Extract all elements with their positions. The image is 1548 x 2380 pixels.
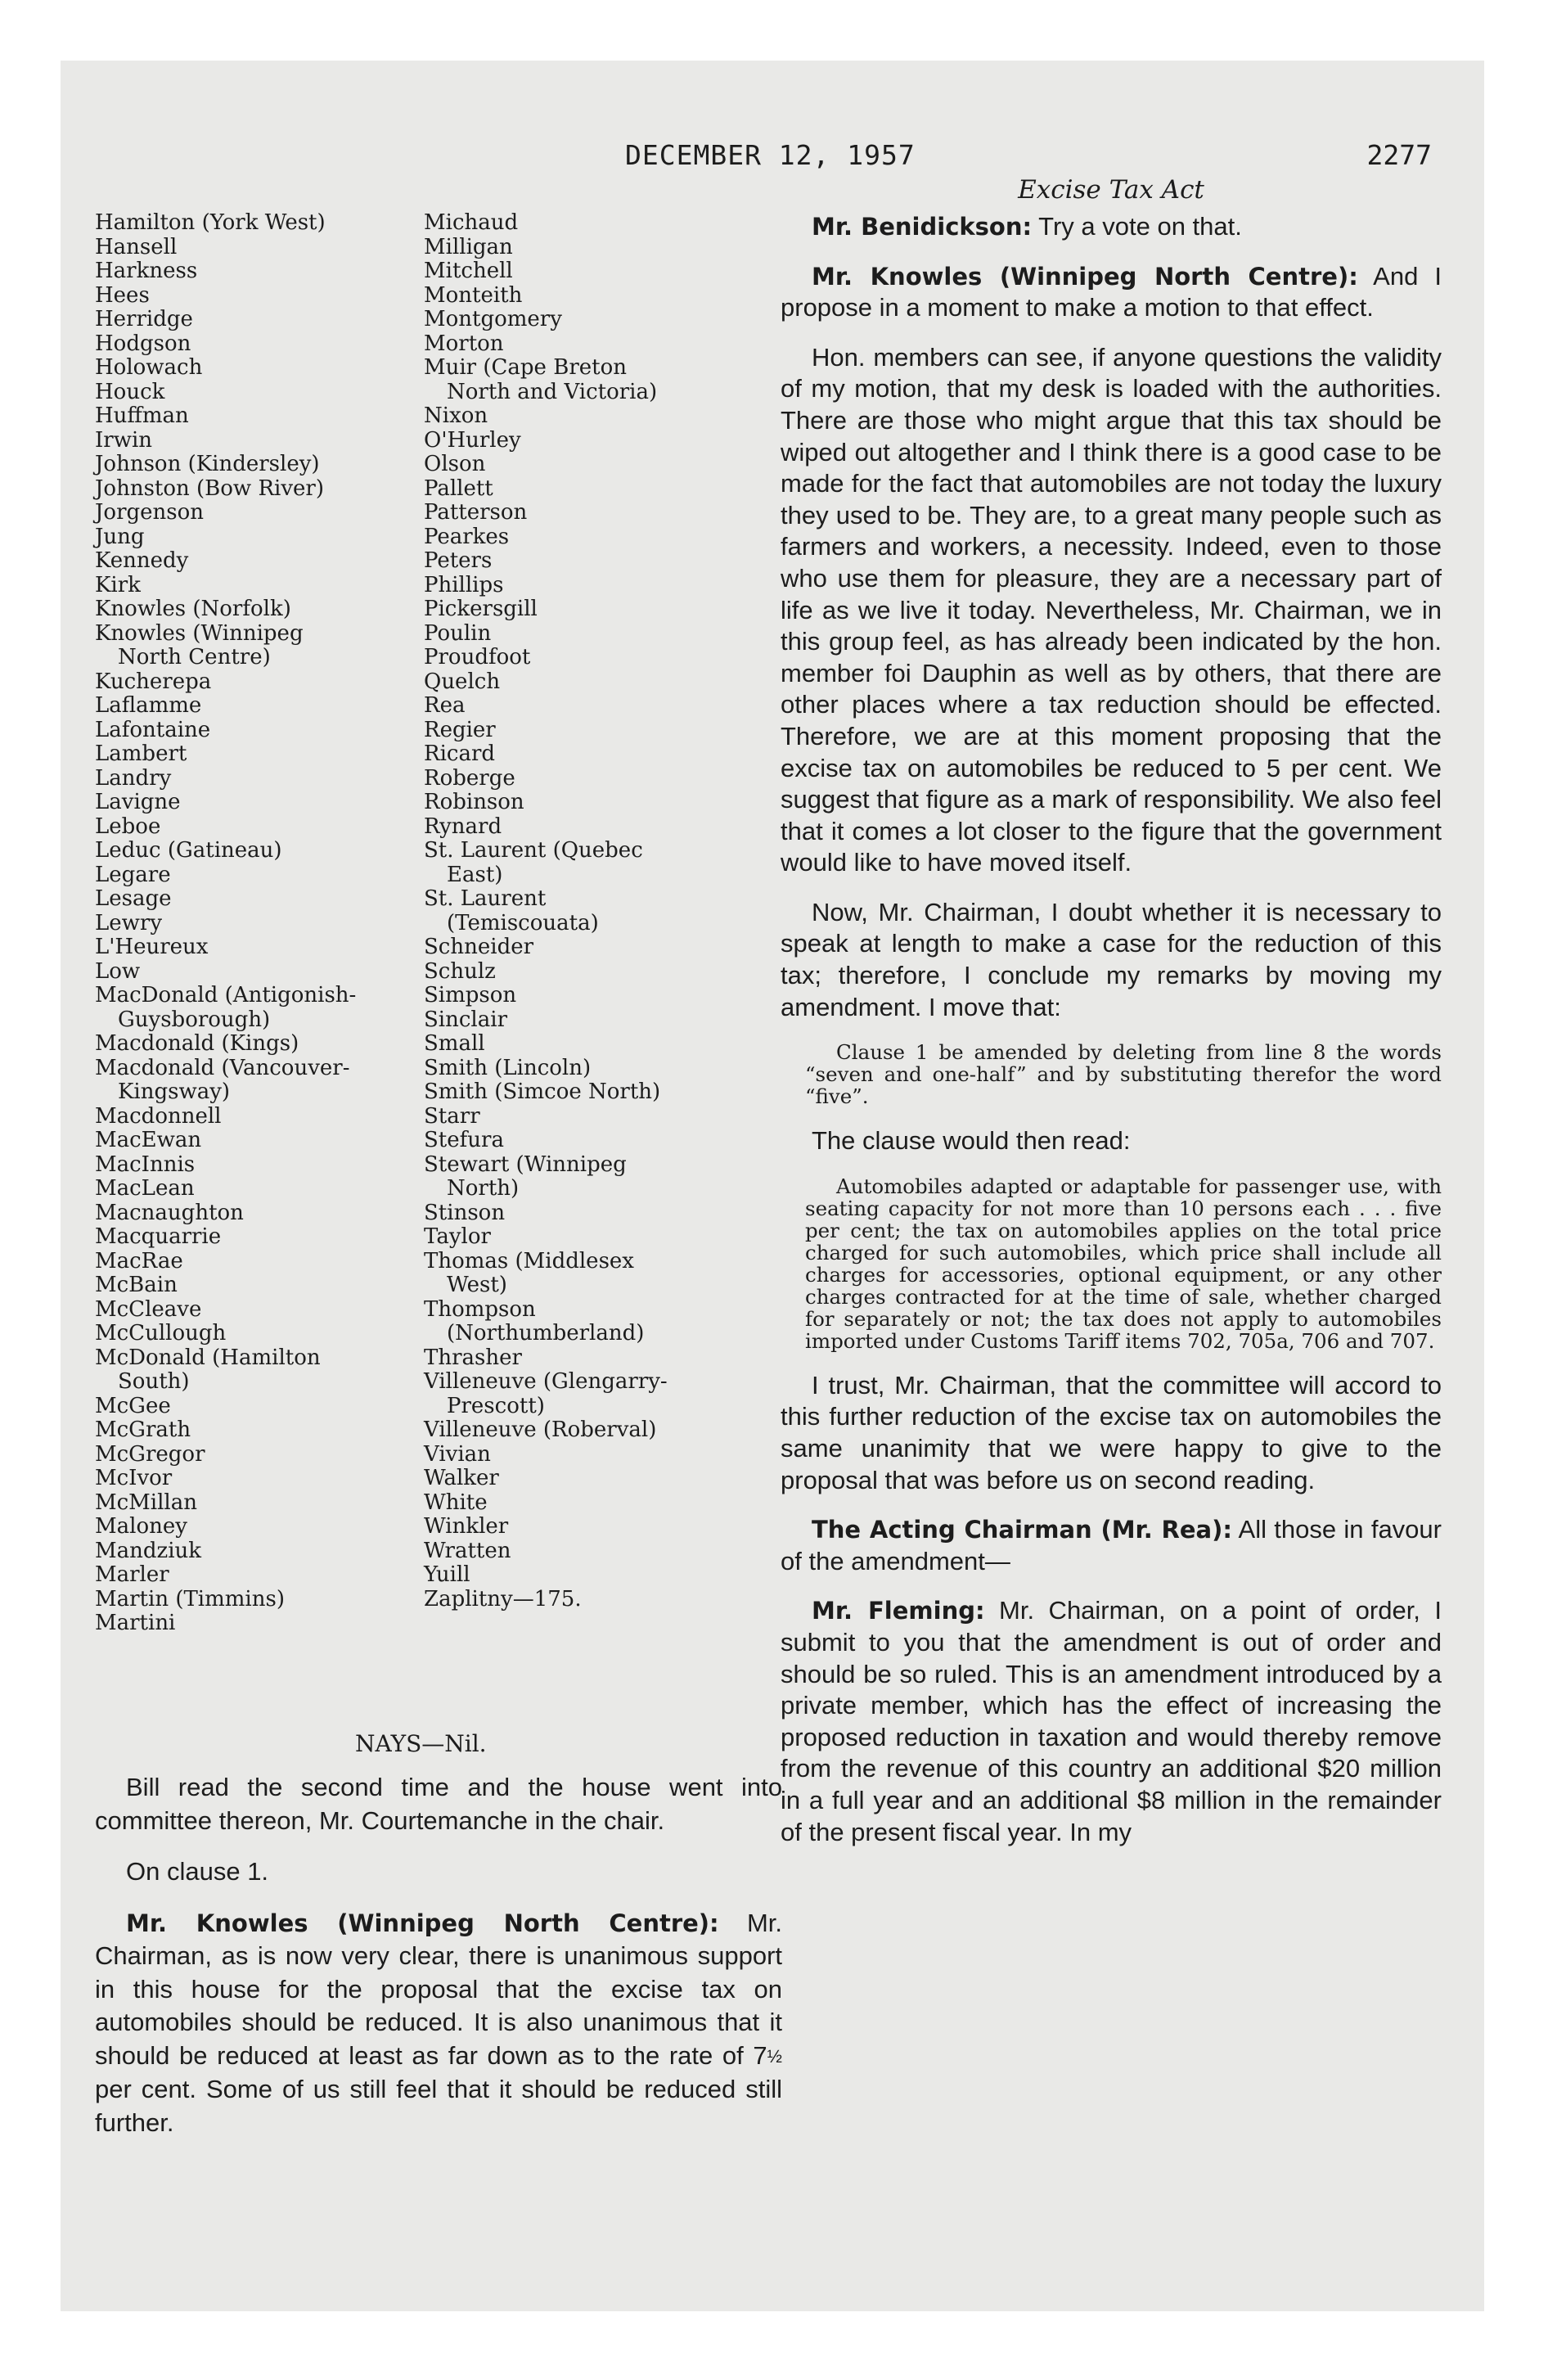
member-name: Regier — [424, 717, 496, 742]
member-name: Olson — [424, 452, 486, 476]
member-name: Thomas (Middlesex — [424, 1248, 634, 1273]
member-name: Thompson — [424, 1296, 536, 1322]
member-name: McCullough — [95, 1321, 227, 1346]
member-name: Kirk — [95, 572, 141, 597]
member-name: Kucherepa — [95, 669, 212, 694]
member-name: Macdonald (Kings) — [95, 1031, 299, 1056]
member-name: Sinclair — [424, 1007, 507, 1032]
member-name: Holowach — [95, 355, 203, 380]
member-name: Legare — [95, 862, 171, 887]
member-name-continued: North and Victoria) — [447, 379, 658, 404]
member-name-continued: (Northumberland) — [447, 1321, 645, 1346]
member-name: Johnston (Bow River) — [95, 476, 324, 501]
member-name-continued: North Centre) — [118, 645, 271, 669]
member-name: Rynard — [424, 814, 502, 839]
body-paragraph: I trust, Mr. Chairman, that the committee will accord to this further reduction of the excise tax on automobiles the same unanimity that we were happy to give to the proposal that was before us on second reading. — [781, 1370, 1442, 1494]
member-name: Schulz — [424, 958, 496, 984]
member-name: St. Laurent (Quebec — [424, 838, 643, 863]
member-name: Pallett — [424, 476, 493, 501]
member-name: Villeneuve (Glengarry- — [424, 1369, 668, 1394]
member-name-continued: Kingsway) — [118, 1080, 231, 1104]
member-name: Huffman — [95, 403, 189, 428]
member-name: Phillips — [424, 572, 504, 597]
member-name: Villeneuve (Roberval) — [424, 1418, 657, 1442]
member-name: Knowles (Norfolk) — [95, 597, 291, 621]
member-name: Winkler — [424, 1514, 509, 1539]
member-name: Zaplitny—175. — [424, 1586, 582, 1611]
page-number: 2277 — [1366, 139, 1432, 171]
member-name: Jorgenson — [95, 500, 205, 525]
speech-text: And I propose in a moment to make a motion to that effect. — [781, 261, 1442, 322]
member-name: Rea — [424, 693, 466, 718]
page-header — [61, 139, 1484, 180]
member-name: Martini — [95, 1611, 176, 1635]
speaker-name: The Acting Chairman (Mr. Rea): — [812, 1516, 1232, 1544]
left-body-text — [95, 1771, 782, 2157]
member-name: Macdonald (Vancouver- — [95, 1055, 350, 1080]
member-name: Morton — [424, 331, 504, 356]
member-name: Michaud — [424, 210, 519, 235]
page-date: DECEMBER 12, 1957 — [625, 139, 916, 171]
member-name: Walker — [424, 1466, 499, 1490]
member-name: O'Hurley — [424, 427, 521, 453]
member-name: Irwin — [95, 427, 153, 453]
body-paragraph: Hon. members can see, if anyone questions the validity of my motion, that my desk is loaded with the authorities. There are those who might argue that this tax should be wiped out altogether and I think there is a good case to be made for the fact that automobiles are not today the luxury they used to be. They are, to a great many people such as farmers and workers, a necessity. Indeed, even to those who use them for pleasure, they are a necessary part of life as we live it today. Nevertheless, Mr. Chairman, we in this group feel, as has already been indicated by the hon. member foi Dauphin as well as by others, that there are other places where a tax reduction should be effected. Therefore, we are at this moment proposing that the excise tax on automobiles be reduced to 5 per cent. We suggest that figure as a mark of responsibility. We also feel that it comes a lot closer to the figure that the government would like to have moved itself. — [781, 342, 1442, 877]
member-name: Hamilton (York West) — [95, 210, 326, 235]
member-name: MacEwan — [95, 1128, 202, 1152]
member-name: Harkness — [95, 259, 198, 283]
member-name: Macdonnell — [95, 1103, 222, 1129]
member-name: Marler — [95, 1562, 169, 1587]
speech-text: All those in favour of the amendment— — [781, 1515, 1442, 1575]
member-name: Smith (Simcoe North) — [424, 1080, 661, 1104]
member-name: Roberge — [424, 765, 515, 791]
member-name: Leduc (Gatineau) — [95, 838, 282, 863]
member-name: Lavigne — [95, 790, 181, 814]
fraction-half: ½ — [767, 2045, 782, 2067]
member-name: Martin (Timmins) — [95, 1586, 285, 1611]
member-name: Schneider — [424, 935, 534, 959]
member-name: Johnson (Kindersley) — [95, 452, 320, 476]
benidickson-paragraph — [781, 211, 1442, 243]
member-name: Lafontaine — [95, 717, 211, 742]
member-name: Jung — [95, 524, 145, 549]
member-name: Patterson — [424, 500, 528, 525]
speaker-name: Mr. Benidickson: — [812, 213, 1033, 241]
member-name-continued: North) — [447, 1176, 520, 1201]
member-name: Smith (Lincoln) — [424, 1055, 592, 1080]
member-name: Laflamme — [95, 693, 202, 718]
member-name: MacLean — [95, 1176, 195, 1201]
member-name: Taylor — [424, 1224, 491, 1249]
amendment-quote: Clause 1 be amended by deleting from line 8 the words “seven and one-half” and by substituting therefor the word “five”. — [805, 1040, 1442, 1109]
member-name: Macnaughton — [95, 1200, 244, 1225]
member-name: L'Heureux — [95, 935, 209, 959]
member-name: McDonald (Hamilton — [95, 1345, 321, 1370]
member-name: St. Laurent — [424, 886, 547, 911]
member-name: MacRae — [95, 1248, 183, 1273]
member-name-continued: West) — [447, 1273, 507, 1297]
member-name: McGee — [95, 1393, 171, 1418]
member-name: McCleave — [95, 1296, 202, 1322]
right-body-text — [781, 211, 1442, 1848]
member-name: MacDonald (Antigonish- — [95, 983, 357, 1007]
member-name: Mitchell — [424, 259, 513, 283]
member-name: Knowles (Winnipeg — [95, 620, 304, 646]
clause-quote: Automobiles adapted or adaptable for passenger use, with seating capacity for not more than 10 persons each . . . five per cent; the tax on automobiles applies on the total price charged for such automobiles, which price shall include all charges for accessories, optional equipment, or any other charges contracted for at the time of sale, whether charged for separately or not; the tax does not apply to automobiles imported under Customs Tariff items 702, 705a, 706 and 707. — [805, 1174, 1442, 1353]
member-name: Small — [424, 1031, 485, 1056]
member-name: Montgomery — [424, 307, 562, 331]
body-paragraph: Now, Mr. Chairman, I doubt whether it is necessary to speak at length to make a case for the reduction of this tax; therefore, I conclude my remarks by moving my amendment. I move that: — [781, 897, 1442, 1021]
member-name: Nixon — [424, 403, 488, 428]
division-names-column-1 — [95, 211, 422, 1636]
member-name: Landry — [95, 765, 172, 791]
nays-line: NAYS—Nil. — [355, 1730, 487, 1757]
speech-text: Mr. Chairman, as is now very clear, there is unanimous support in this house for the proposal that the excise tax on automobiles should be reduced. It is also unanimous that it should be reduced at least as far down as to the rate of 7 — [95, 1908, 782, 2070]
member-name: Pearkes — [424, 524, 510, 549]
speaker-name: Mr. Fleming: — [812, 1597, 985, 1625]
speech-text-cont: per cent. Some of us still feel that it should be reduced still further. — [95, 2075, 782, 2137]
fleming-paragraph — [781, 1595, 1442, 1848]
clause-paragraph: On clause 1. — [126, 1857, 269, 1886]
member-name: McGrath — [95, 1418, 191, 1442]
member-name: Wratten — [424, 1538, 511, 1563]
body-paragraph: The clause would then read: — [812, 1126, 1131, 1156]
member-name: Mandziuk — [95, 1538, 202, 1563]
member-name-continued: Prescott) — [447, 1393, 545, 1418]
member-name: McIvor — [95, 1466, 173, 1490]
member-name: Starr — [424, 1103, 480, 1129]
knowles-paragraph — [95, 1907, 782, 2140]
member-name: Muir (Cape Breton — [424, 355, 627, 380]
member-name: Stefura — [424, 1128, 504, 1152]
speech-text: Try a vote on that. — [1038, 212, 1242, 241]
member-name: Robinson — [424, 790, 524, 814]
member-name: McGregor — [95, 1441, 205, 1467]
running-title: Excise Tax Act — [1018, 175, 1204, 205]
member-name: Thrasher — [424, 1345, 522, 1370]
member-name: Poulin — [424, 620, 492, 646]
member-name: Milligan — [424, 234, 513, 259]
hansard-page — [61, 61, 1484, 2311]
member-name: Hodgson — [95, 331, 191, 356]
member-name: Leboe — [95, 814, 161, 839]
knowles-paragraph-2 — [781, 261, 1442, 324]
member-name: White — [424, 1490, 488, 1515]
member-name: Maloney — [95, 1514, 187, 1539]
speech-text: Mr. Chairman, on a point of order, I submit to you that the amendment is out of order and should be so ruled. This is an amendment introduced by a private member, which has the effect of increasing the proposed reduction in taxation and would thereby remove from the revenue of this country an additional $20 million in a full year and an additional $8 million in the remainder of the present fiscal year. In my — [781, 1596, 1442, 1846]
member-name: McBain — [95, 1273, 178, 1297]
member-name-continued: East) — [447, 862, 503, 887]
member-name: Low — [95, 958, 141, 984]
member-name: Hansell — [95, 234, 178, 259]
bill-paragraph: Bill read the second time and the house went into committee thereon, Mr. Courtemanche in the chair. — [95, 1773, 782, 1835]
member-name: Lesage — [95, 886, 172, 911]
member-name: Proudfoot — [424, 645, 531, 669]
member-name: Macquarrie — [95, 1224, 222, 1249]
member-name: Yuill — [424, 1562, 470, 1587]
member-name-continued: Guysborough) — [118, 1007, 271, 1032]
member-name: Pickersgill — [424, 597, 538, 621]
chairman-paragraph — [781, 1514, 1442, 1577]
member-name: Lambert — [95, 741, 187, 766]
member-name: Simpson — [424, 983, 517, 1007]
right-column — [781, 175, 1442, 1866]
member-name: MacInnis — [95, 1152, 196, 1177]
member-name: Peters — [424, 548, 493, 573]
member-name: Herridge — [95, 307, 193, 331]
member-name: Houck — [95, 379, 165, 404]
member-name: Stinson — [424, 1200, 506, 1225]
member-name: Vivian — [424, 1441, 491, 1467]
member-name: Lewry — [95, 910, 163, 935]
member-name: Monteith — [424, 282, 523, 308]
member-name: Kennedy — [95, 548, 189, 573]
member-name: Hees — [95, 282, 150, 308]
member-name-continued: South) — [118, 1369, 190, 1394]
speaker-name: Mr. Knowles (Winnipeg North Centre): — [126, 1909, 719, 1937]
division-names-column-2 — [424, 211, 767, 1611]
speaker-name: Mr. Knowles (Winnipeg North Centre): — [812, 262, 1358, 291]
member-name: Quelch — [424, 669, 501, 694]
member-name: Stewart (Winnipeg — [424, 1152, 627, 1177]
member-name-continued: (Temiscouata) — [447, 910, 599, 935]
member-name: Ricard — [424, 741, 496, 766]
member-name: McMillan — [95, 1490, 197, 1515]
